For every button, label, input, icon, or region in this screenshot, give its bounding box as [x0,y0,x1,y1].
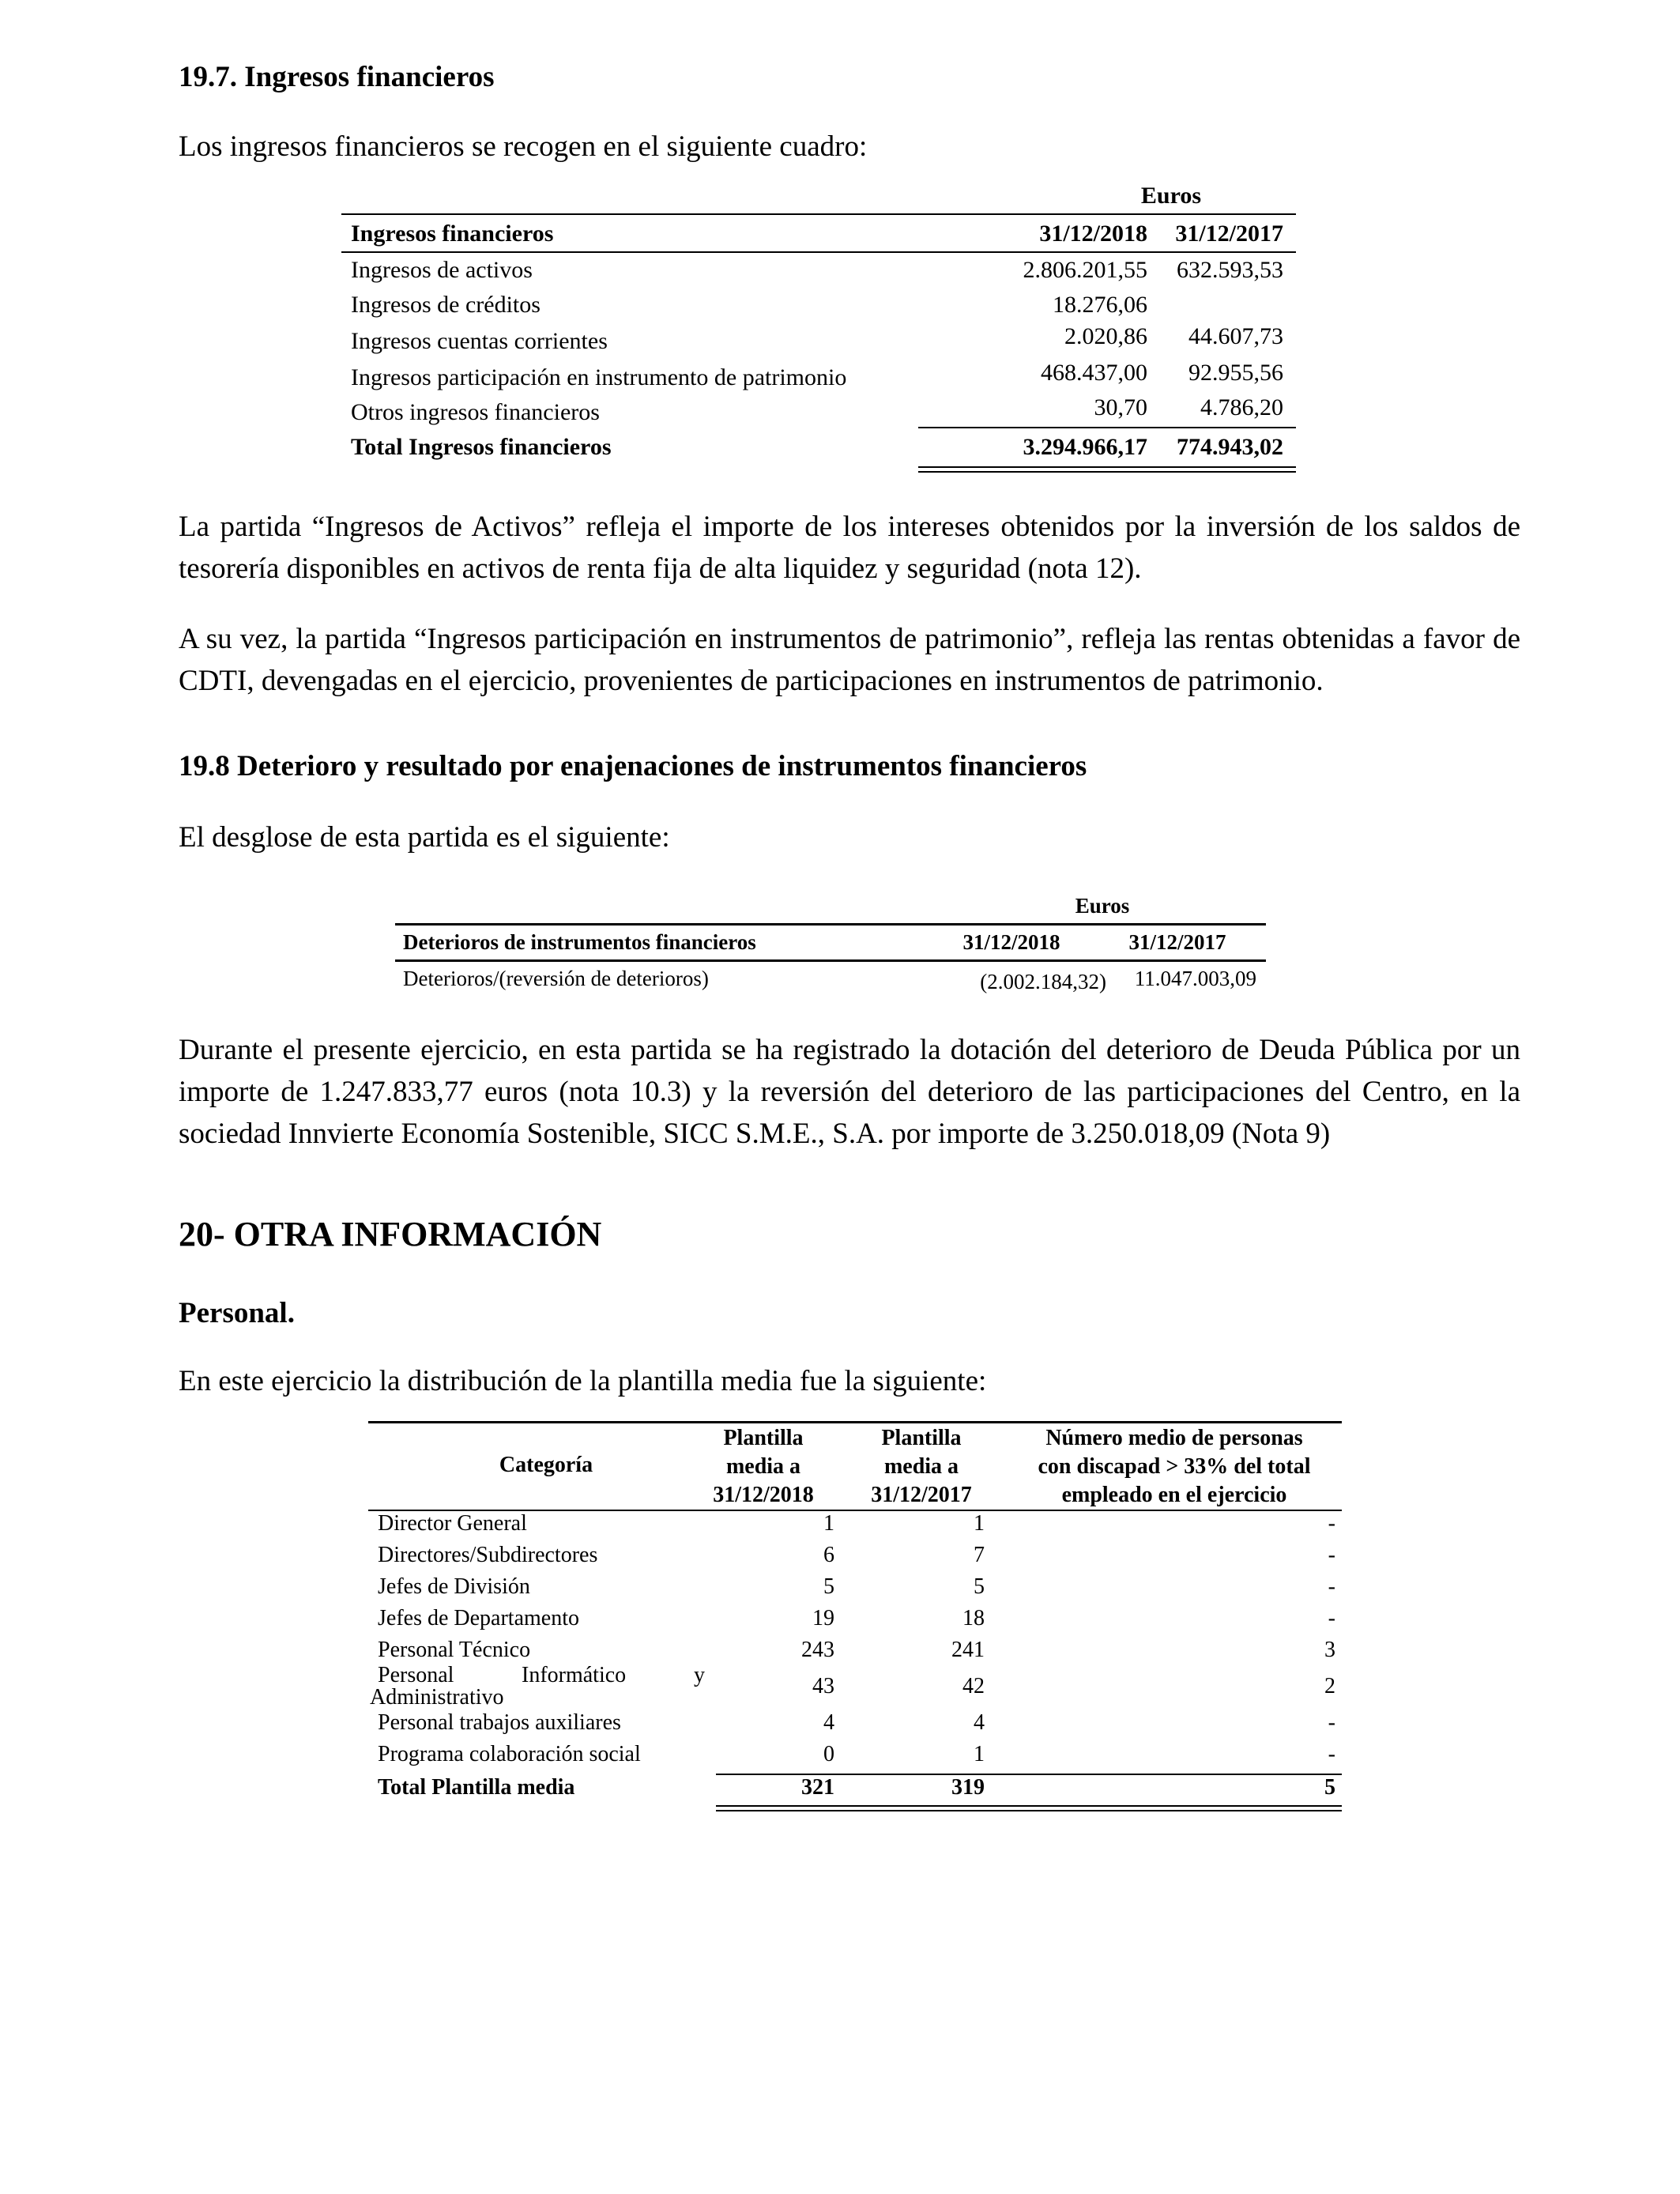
column-header-2017: Plantilla media a 31/12/2017 [871,1426,972,1507]
table-row-label: Personal Técnico [378,1638,531,1662]
table-row-label: Ingresos cuentas corrientes [351,328,608,354]
table-cell: 0 [823,1742,834,1766]
table-cell: 30,70 [1094,394,1147,420]
column-header: 31/12/2018 [962,930,1060,954]
table-cell: - [1328,1742,1335,1766]
paragraph-ingresos-activos: La partida “Ingresos de Activos” refleja el importe de los intereses obtenidos por la inversión de los saldos de tesorería disponibles en activos de renta fija de alta liquidez y seguridad (nota 12). [179,511,1520,585]
intro-paragraph: En este ejercicio la distribución de la plantilla media fue la siguiente: [179,1365,987,1397]
table-row-label: Director General [378,1511,527,1536]
total-row-label: Total Plantilla media [378,1775,575,1800]
column-header: Ingresos financieros [351,221,554,247]
currency-label: Euros [1075,894,1130,918]
table-row-label: Deterioros/(reversión de deterioros) [403,967,709,990]
table-cell: 1 [974,1742,985,1766]
impairment-table [395,890,1266,1008]
column-header: 31/12/2018 [1039,221,1147,247]
table-cell: 2.020,86 [1064,323,1147,349]
table-row-label: Programa colaboración social [378,1742,641,1766]
total-cell: 319 [951,1775,985,1800]
staff-table [368,1419,1342,1815]
table-cell: 44.607,73 [1188,323,1283,349]
table-cell: 4 [823,1710,834,1735]
table-cell: 468.437,00 [1041,360,1147,386]
table-cell: 43 [812,1674,834,1698]
section-heading-20: 20- OTRA INFORMACIÓN [179,1215,602,1253]
table-cell: 1 [974,1511,985,1536]
table-cell: 632.593,53 [1177,257,1283,283]
subheading-personal: Personal. [179,1297,295,1329]
table-cell: 42 [962,1674,985,1698]
column-header-categoria: Categoría [499,1453,593,1477]
table-row-label-part: Informático [522,1663,627,1687]
table-row-label: Otros ingresos financieros [351,399,600,425]
table-cell: (2.002.184,32) [980,970,1106,993]
table-row-label: Ingresos de créditos [351,292,541,318]
financial-income-table [341,179,1296,479]
table-cell: 2 [1324,1674,1335,1698]
table-row-label-part: y [694,1663,705,1687]
table-cell: - [1328,1511,1335,1536]
table-cell: - [1328,1710,1335,1735]
table-row-label: Jefes de Departamento [378,1606,579,1630]
table-cell: 18 [962,1606,985,1630]
table-row-label-part: Personal [378,1663,454,1687]
table-cell: - [1328,1574,1335,1599]
intro-paragraph: El desglose de esta partida es el siguiente: [179,821,670,854]
table-cell: 92.955,56 [1188,360,1283,386]
column-header-discapacidad: Número medio de personas con discapad > 33% del total empleado en el ejercicio [1038,1426,1311,1507]
table-cell: 2.806.201,55 [1023,257,1147,283]
column-header: 31/12/2017 [1175,221,1283,247]
table-cell: 19 [812,1606,834,1630]
table-row-label: Ingresos de activos [351,257,533,283]
table-cell: 7 [974,1543,985,1567]
table-row-label: Directores/Subdirectores [378,1543,598,1567]
table-cell: 241 [951,1638,985,1662]
table-cell: 4.786,20 [1200,394,1283,420]
table-cell: - [1328,1606,1335,1630]
table-cell: 5 [974,1574,985,1599]
table-row-label-line2: Administrativo [370,1685,504,1710]
currency-label: Euros [1140,183,1202,209]
intro-paragraph: Los ingresos financieros se recogen en el siguiente cuadro: [179,130,868,163]
total-cell: 5 [1324,1775,1335,1800]
column-header: Deterioros de instrumentos financieros [403,930,756,954]
paragraph-deterioro: Durante el presente ejercicio, en esta partida se ha registrado la dotación del deterioro de Deuda Pública por un importe de 1.247.833,77 euros (nota 10.3) y la reversión del deterioro de las participaciones del Centro, en la sociedad Innvierte Economía Sostenible, SICC S.M.E., S.A. por importe de 3.250.018,09 (Nota 9) [179,1034,1520,1150]
table-cell: 4 [974,1710,985,1735]
table-row-label: Ingresos participación en instrumento de patrimonio [351,364,847,390]
paragraph-ingresos-participacion: A su vez, la partida “Ingresos participación en instrumentos de patrimonio”, refleja las rentas obtenidas a favor de CDTI, devengadas en el ejercicio, provenientes de participaciones en instrumentos de patrimonio. [179,623,1520,697]
table-cell: 5 [823,1574,834,1599]
section-heading-19-7: 19.7. Ingresos financieros [179,61,495,93]
table-cell: 1 [823,1511,834,1536]
table-cell: 243 [801,1638,834,1662]
column-header-2018: Plantilla media a 31/12/2018 [713,1426,814,1507]
total-row-label: Total Ingresos financieros [351,434,612,460]
table-row-label: Personal trabajos auxiliares [378,1710,621,1735]
column-header: 31/12/2017 [1128,930,1226,954]
total-cell: 3.294.966,17 [1023,434,1147,460]
table-cell: 11.047.003,09 [1134,967,1256,990]
section-heading-19-8: 19.8 Deterioro y resultado por enajenaciones de instrumentos financieros [179,750,1087,782]
table-cell: 18.276,06 [1053,292,1147,318]
table-cell: - [1328,1543,1335,1567]
table-cell: 6 [823,1543,834,1567]
total-cell: 321 [801,1775,834,1800]
table-row-label: Jefes de División [378,1574,530,1599]
table-cell: 3 [1324,1638,1335,1662]
total-cell: 774.943,02 [1177,434,1283,460]
